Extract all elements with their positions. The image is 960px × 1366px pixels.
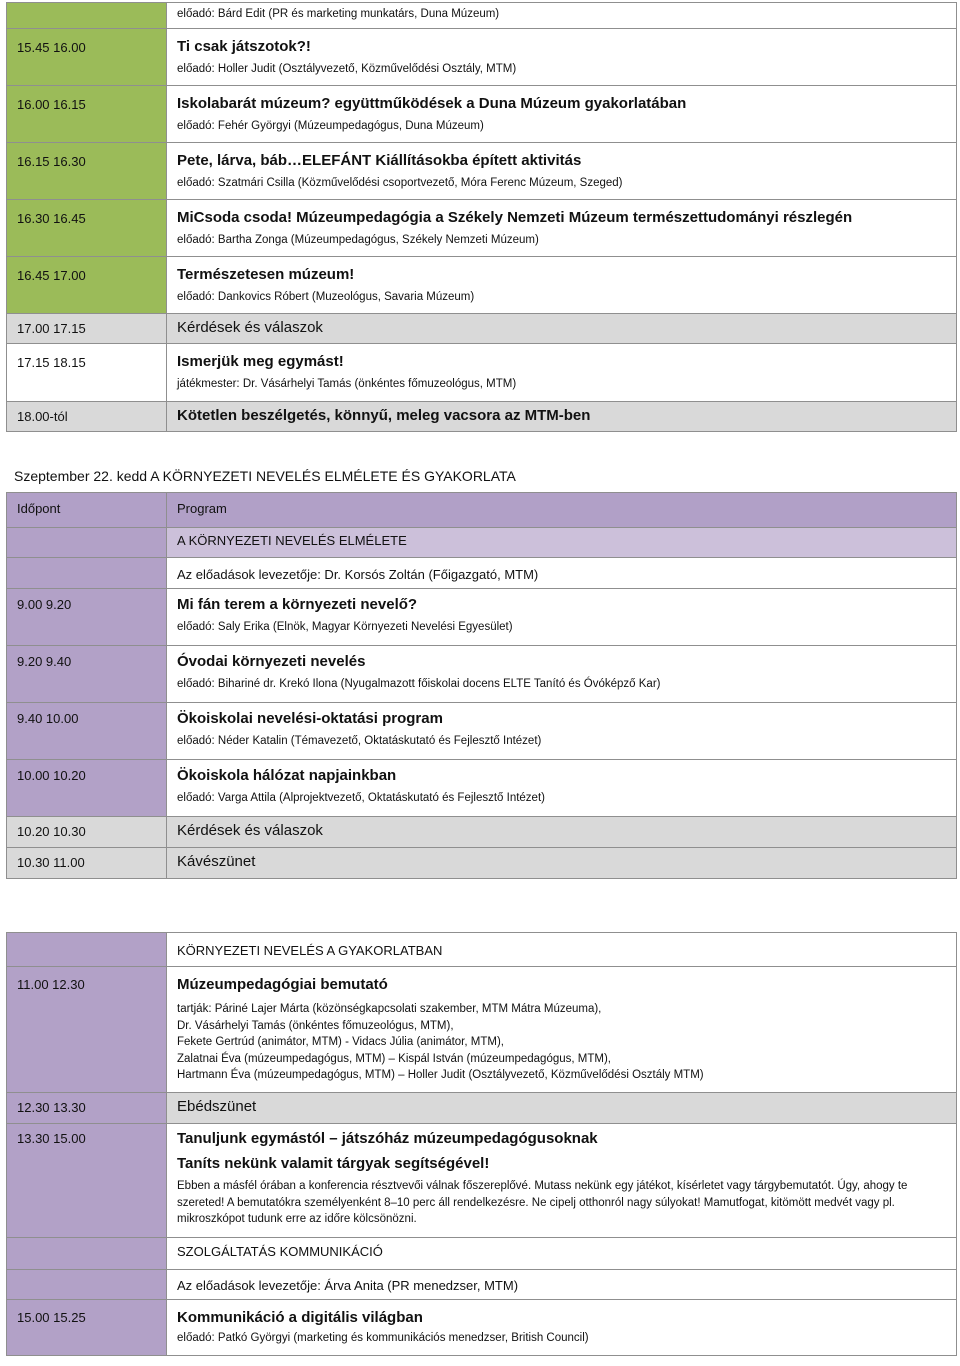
time-cell: 16.15 16.30 (7, 143, 167, 200)
time-cell: 17.00 17.15 (7, 314, 167, 344)
section-moderator: Az előadások levezetője: Árva Anita (PR menedzser, MTM) (167, 1270, 957, 1300)
session-title: Kötetlen beszélgetés, könnyű, meleg vacsora az MTM-ben (177, 407, 591, 424)
speaker-text: előadó: Bárd Edit (PR és marketing munkatárs, Duna Múzeum) (177, 8, 500, 20)
time-cell: 13.30 15.00 (7, 1124, 167, 1238)
session-title: Ti csak játszotok?! (177, 38, 311, 55)
table-header-row (7, 493, 957, 528)
table-row (7, 257, 957, 314)
speaker-text: előadó: Szatmári Csilla (Közművelődési csoportvezető, Móra Ferenc Múzeum, Szeged) (177, 177, 623, 189)
table-row (7, 848, 957, 879)
time-cell (7, 528, 167, 558)
table-row (7, 1300, 957, 1356)
speaker-text: előadó: Saly Erika (Elnök, Magyar Környezeti Nevelési Egyesület) (177, 621, 513, 633)
speaker-text: előadó: Néder Katalin (Témavezető, Oktatáskutató és Fejlesztő Intézet) (177, 735, 542, 747)
session-title: Természetesen múzeum! (177, 266, 355, 283)
header-program: Program (167, 493, 957, 528)
table-row (7, 200, 957, 257)
program-cell (167, 1300, 957, 1356)
section-moderator: Az előadások levezetője: Dr. Korsós Zoltán (Főigazgató, MTM) (167, 558, 957, 589)
time-cell (7, 3, 167, 29)
program-cell (167, 848, 957, 879)
header-time: Időpont (7, 493, 167, 528)
program-cell (167, 314, 957, 344)
session-title: Kérdések és válaszok (177, 822, 323, 839)
program-cell (167, 703, 957, 760)
session-subtitle: Taníts nekünk valamit tárgyak segítségével! (177, 1155, 490, 1172)
presenters-list (177, 993, 946, 1084)
time-cell: 10.20 10.30 (7, 817, 167, 848)
program-cell (167, 29, 957, 86)
program-cell (167, 1124, 957, 1238)
table-row (7, 817, 957, 848)
section-row (7, 528, 957, 558)
program-cell (167, 3, 957, 29)
table-row (7, 589, 957, 646)
schedule-table-theory (6, 492, 957, 879)
session-title: Ökoiskolai nevelési-oktatási program (177, 710, 443, 727)
program-cell (167, 344, 957, 402)
table-row (7, 3, 957, 29)
speaker-text: előadó: Bihariné dr. Krekó Ilona (Nyugalmazott főiskolai docens ELTE Tanító és Óvóképző Kar) (177, 678, 661, 690)
program-cell (167, 646, 957, 703)
session-title: Tanuljunk egymástól – játszóház múzeumpedagógusoknak (177, 1130, 598, 1147)
time-cell: 9.00 9.20 (7, 589, 167, 646)
schedule-table-day1 (6, 2, 957, 432)
table-row (7, 1093, 957, 1124)
program-cell (167, 1093, 957, 1124)
table-row (7, 703, 957, 760)
session-title: Múzeumpedagógiai bemutató (177, 976, 388, 993)
program-cell (167, 402, 957, 432)
session-title: Mi fán terem a környezeti nevelő? (177, 596, 418, 613)
section-title: KÖRNYEZETI NEVELÉS A GYAKORLATBAN (167, 933, 957, 967)
time-cell: 16.45 17.00 (7, 257, 167, 314)
time-cell: 11.00 12.30 (7, 967, 167, 1093)
speaker-text: játékmester: Dr. Vásárhelyi Tamás (önkéntes főmuzeológus, MTM) (177, 378, 517, 390)
time-cell (7, 1238, 167, 1270)
table-row (7, 646, 957, 703)
time-cell: 9.40 10.00 (7, 703, 167, 760)
section-title: A KÖRNYEZETI NEVELÉS ELMÉLETE (167, 528, 957, 558)
moderator-row (7, 558, 957, 589)
program-cell (167, 86, 957, 143)
speaker-text: előadó: Varga Attila (Alprojektvezető, Oktatáskutató és Fejlesztő Intézet) (177, 792, 545, 804)
speaker-text: előadó: Patkó Györgyi (marketing és kommunikációs menedzser, British Council) (177, 1332, 589, 1344)
table-row (7, 760, 957, 817)
time-cell: 15.00 15.25 (7, 1300, 167, 1356)
session-title: Kávészünet (177, 853, 256, 870)
speaker-text: előadó: Dankovics Róbert (Muzeológus, Savaria Múzeum) (177, 291, 475, 303)
time-cell: 18.00-tól (7, 402, 167, 432)
session-title: Iskolabarát múzeum? együttműködések a Duna Múzeum gyakorlatában (177, 95, 687, 112)
day-title: Szeptember 22. kedd A KÖRNYEZETI NEVELÉS ELMÉLETE ÉS GYAKORLATA (14, 468, 516, 484)
moderator-row (7, 1270, 957, 1300)
presenter-line: Zalatnai Éva (múzeumpedagógus, MTM) – Kispál István (múzeumpedagógus, MTM), (177, 1052, 611, 1065)
program-cell (167, 967, 957, 1093)
speaker-text: előadó: Bartha Zonga (Múzeumpedagógus, Székely Nemzeti Múzeum) (177, 234, 539, 246)
program-cell (167, 817, 957, 848)
time-cell: 16.30 16.45 (7, 200, 167, 257)
time-cell: 10.30 11.00 (7, 848, 167, 879)
session-title: Ebédszünet (177, 1098, 257, 1115)
time-cell (7, 558, 167, 589)
time-cell: 12.30 13.30 (7, 1093, 167, 1124)
session-title: Pete, lárva, báb…ELEFÁNT Kiállításokba épített aktivitás (177, 152, 582, 169)
table-row (7, 1124, 957, 1238)
presenter-line: Fekete Gertrúd (animátor, MTM) - Vidacs Júlia (animátor, MTM), (177, 1036, 504, 1048)
session-title: Kommunikáció a digitális világban (177, 1309, 423, 1326)
session-title: Ökoiskola hálózat napjainkban (177, 767, 397, 784)
session-title: Óvodai környezeti nevelés (177, 653, 366, 670)
time-cell: 17.15 18.15 (7, 344, 167, 402)
program-cell (167, 760, 957, 817)
table-row (7, 314, 957, 344)
table-row (7, 143, 957, 200)
table-row (7, 967, 957, 1093)
program-cell (167, 143, 957, 200)
session-description: Ebben a másfél órában a konferencia résztvevői válnak főszereplővé. Mutass nekünk egy játékot, kísérletet vagy tárgybemutatót. Úgy, ahogy te szereted! A bemutatókra személyenként 8–10 perc áll rendelkezésre. Ne cipelj otthonról nagy súlyokat! Mamutfogat, kitömött medvét vagy pl. mikroszkópot tudunk erre az időre kölcsönözni. (177, 1180, 908, 1225)
presenter-line: tartják: Páriné Lajer Márta (közönségkapcsolati szakember, MTM Mátra Múzeuma), (177, 1003, 602, 1015)
program-cell (167, 589, 957, 646)
section-row (7, 1238, 957, 1270)
time-cell: 9.20 9.40 (7, 646, 167, 703)
time-cell: 15.45 16.00 (7, 29, 167, 86)
section-row (7, 933, 957, 967)
time-cell: 10.00 10.20 (7, 760, 167, 817)
time-cell: 16.00 16.15 (7, 86, 167, 143)
table-row (7, 29, 957, 86)
table-row (7, 86, 957, 143)
program-cell (167, 200, 957, 257)
speaker-text: előadó: Fehér Györgyi (Múzeumpedagógus, Duna Múzeum) (177, 120, 484, 132)
speaker-text: előadó: Holler Judit (Osztályvezető, Közművelődési Osztály, MTM) (177, 63, 517, 75)
presenter-line: Hartmann Éva (múzeumpedagógus, MTM) – Holler Judit (Osztályvezető, Közművelődési Osztály MTM) (177, 1069, 704, 1081)
schedule-table-practice (6, 932, 957, 1356)
program-cell (167, 257, 957, 314)
section-title: SZOLGÁLTATÁS KOMMUNIKÁCIÓ (167, 1238, 957, 1270)
presenter-line: Dr. Vásárhelyi Tamás (önkéntes főmuzeológus, MTM), (177, 1019, 454, 1032)
session-title: Ismerjük meg egymást! (177, 353, 344, 370)
time-cell (7, 933, 167, 967)
time-cell (7, 1270, 167, 1300)
session-title: Kérdések és válaszok (177, 319, 323, 336)
table-row (7, 344, 957, 402)
table-row (7, 402, 957, 432)
session-title: MiCsoda csoda! Múzeumpedagógia a Székely Nemzeti Múzeum természettudományi részlegén (177, 209, 853, 226)
